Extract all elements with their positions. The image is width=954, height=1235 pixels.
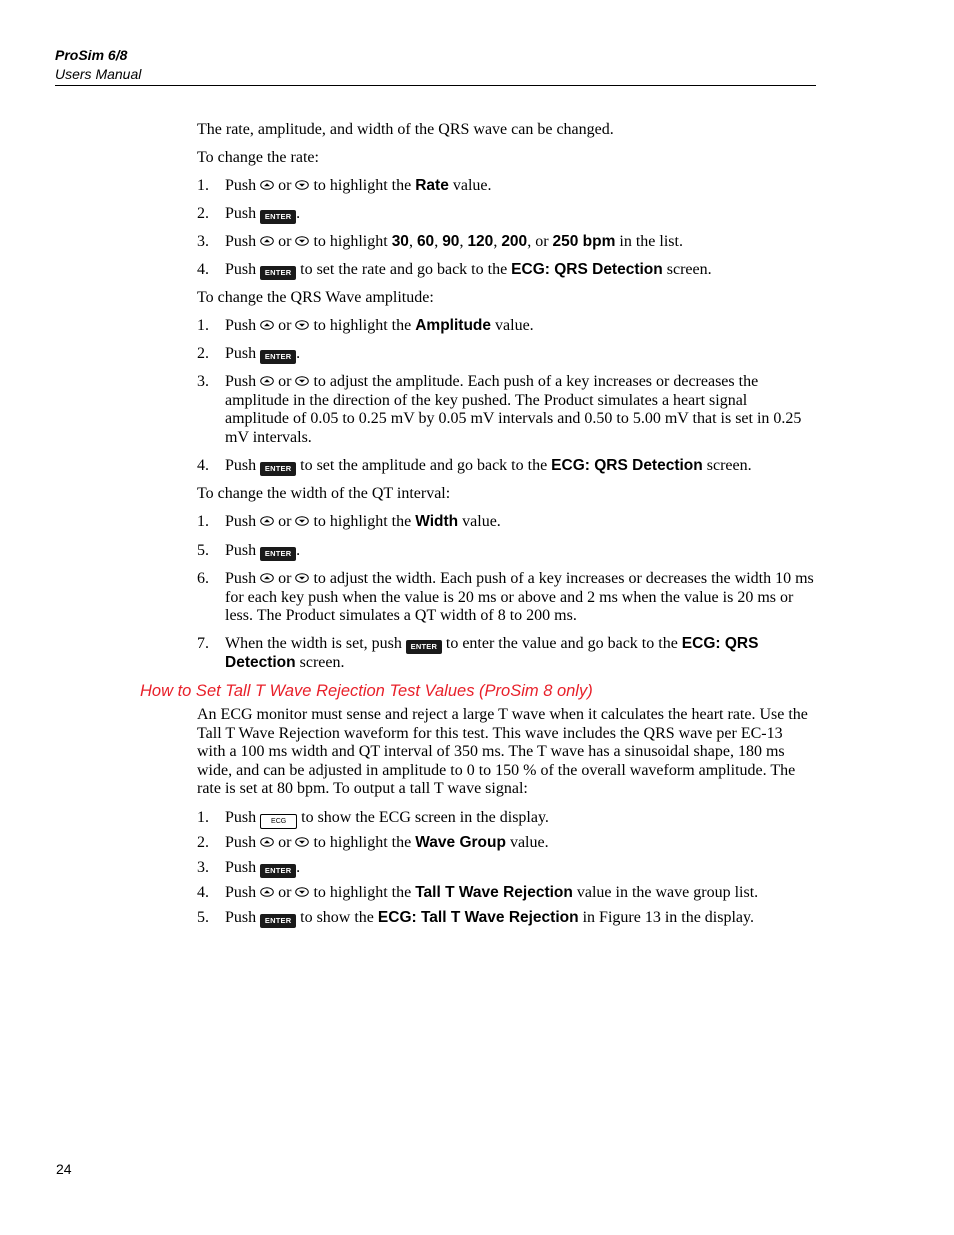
tallt-step-1	[197, 809, 815, 829]
step-text: value.	[452, 177, 492, 194]
step-number: 5.	[197, 542, 209, 559]
enter-key-icon: ENTER	[260, 210, 296, 224]
tallt-step-2	[197, 834, 815, 853]
step-number: 1.	[197, 317, 209, 334]
step-text: to show the	[300, 909, 374, 926]
step-number: 5.	[197, 909, 209, 926]
up-arrow-key-icon	[260, 320, 274, 330]
bold-term: Width	[415, 513, 459, 530]
bold-term: Rate	[415, 177, 449, 194]
enter-key-icon: ENTER	[260, 547, 296, 561]
bpm-value: 60	[416, 233, 435, 250]
step-text: or	[278, 884, 292, 901]
rate-step-4	[197, 261, 815, 280]
step-text: in Figure 13 in the display.	[582, 909, 754, 926]
step-text: Push	[225, 570, 257, 587]
bold-term: ECG: QRS Detection	[551, 457, 703, 474]
step-text: Push	[225, 205, 257, 222]
bpm-value: 200	[501, 233, 528, 250]
step-text: Push	[225, 317, 257, 334]
step-text: to highlight	[313, 233, 388, 250]
down-arrow-key-icon	[295, 573, 309, 583]
step-number: 2.	[197, 345, 209, 362]
enter-key-icon: ENTER	[260, 914, 296, 928]
down-arrow-key-icon	[295, 837, 309, 847]
amp-step-4	[197, 457, 815, 476]
step-text: Push	[225, 177, 257, 194]
step-text: or	[278, 317, 292, 334]
up-arrow-key-icon	[260, 887, 274, 897]
step-text: screen.	[299, 654, 345, 671]
step-number: 3.	[197, 859, 209, 876]
down-arrow-key-icon	[295, 320, 309, 330]
bold-term: ECG: Tall T Wave Rejection	[377, 909, 579, 926]
step-text: Push	[225, 809, 257, 826]
bold-term: ECG: QRS Detection	[511, 261, 663, 278]
up-arrow-key-icon	[260, 236, 274, 246]
rate-step-2	[197, 205, 815, 224]
step-text: to highlight the	[313, 317, 412, 334]
step-text: value.	[495, 317, 534, 334]
comma: ,	[459, 233, 464, 250]
step-text: Push	[225, 834, 257, 851]
up-arrow-key-icon	[260, 837, 274, 847]
bold-term: Wave Group	[415, 834, 506, 851]
width-step-4	[197, 635, 815, 673]
step-text: screen.	[666, 261, 712, 278]
up-arrow-key-icon	[260, 376, 274, 386]
manual-subtitle: Users Manual	[55, 66, 142, 82]
down-arrow-key-icon	[295, 516, 309, 526]
step-text: or	[278, 570, 292, 587]
bold-term: Amplitude	[415, 317, 492, 334]
step-text: Push	[225, 373, 257, 390]
step-text: to highlight the	[313, 884, 412, 901]
enter-key-icon: ENTER	[260, 266, 296, 280]
manual-title: ProSim 6/8	[55, 47, 128, 63]
down-arrow-key-icon	[295, 887, 309, 897]
step-text: to highlight the	[313, 177, 412, 194]
tallt-step-3	[197, 859, 815, 878]
amplitude-heading: To change the QRS Wave amplitude:	[197, 289, 434, 306]
enter-key-icon: ENTER	[260, 864, 296, 878]
step-number: 3.	[197, 233, 209, 250]
step-text: Push	[225, 233, 257, 250]
section-paragraph: An ECG monitor must sense and reject a large T wave when it calculates the heart rate. Use the Tall T Wave Rejection waveform for this test. This wave includes the QRS wave per EC-13 with a 100 ms width and QT interval of 350 ms. The T wave has a sinusoidal shape, 180 ms wide, and can be adjusted in amplitude to 0 to 150 % of the overall waveform amplitude. The rate is set at 80 bpm. To output a tall T wave signal:	[197, 706, 808, 797]
bpm-value: 120	[467, 233, 494, 250]
section-heading: How to Set Tall T Wave Rejection Test Values (ProSim 8 only)	[140, 682, 593, 700]
width-heading: To change the width of the QT interval:	[197, 485, 451, 502]
tallt-step-4	[197, 884, 815, 903]
amp-step-1	[197, 317, 815, 336]
step-text: screen.	[706, 457, 752, 474]
step-number: 4.	[197, 884, 209, 901]
rate-step-1	[197, 177, 815, 196]
step-text: .	[296, 205, 301, 222]
enter-key-icon: ENTER	[260, 462, 296, 476]
down-arrow-key-icon	[295, 180, 309, 190]
up-arrow-key-icon	[260, 573, 274, 583]
step-number: 4.	[197, 457, 209, 474]
enter-key-icon: ENTER	[260, 350, 296, 364]
step-text: or	[278, 834, 292, 851]
step-number: 3.	[197, 373, 209, 390]
step-number: 6.	[197, 570, 209, 587]
page-number: 24	[56, 1161, 72, 1177]
comma: ,	[408, 233, 413, 250]
step-text: Push	[225, 513, 257, 530]
step-text: to adjust the width. Each push of a key increases or decreases the width 10 ms for each key push when the value is 20 ms or above and 2 ms when the value is 20 ms or less. The Product simulates a QT width of 8 to 200 ms.	[225, 570, 814, 624]
bold-term: Tall T Wave Rejection	[415, 884, 573, 901]
ecg-key-icon: ECG	[260, 814, 297, 829]
bpm-value: 30	[391, 233, 409, 250]
enter-key-icon: ENTER	[406, 640, 442, 654]
step-text: .	[296, 859, 301, 876]
step-text: to show the ECG screen in the display.	[301, 809, 549, 826]
step-number: 1.	[197, 513, 209, 530]
tallt-step-5	[197, 909, 815, 928]
step-text: in the list.	[619, 233, 683, 250]
header-rule	[55, 85, 816, 86]
step-text: or	[278, 177, 292, 194]
comma: ,	[493, 233, 498, 250]
down-arrow-key-icon	[295, 236, 309, 246]
step-text: Push	[225, 909, 257, 926]
step-number: 2.	[197, 834, 209, 851]
down-arrow-key-icon	[295, 376, 309, 386]
step-text: to highlight the	[313, 834, 412, 851]
step-text: to adjust the amplitude. Each push of a key increases or decreases the amplitude in the direction of the key pushed. The Product simulates a heart signal amplitude of 0.05 to 0.25 mV by 0.05 mV intervals and 0.50 to 5.00 mV that is set in 0.25 mV intervals.	[225, 373, 802, 446]
step-number: 4.	[197, 261, 209, 278]
rate-step-3	[197, 233, 815, 252]
width-step-2	[197, 542, 815, 561]
step-text: or	[278, 233, 292, 250]
step-text: to set the rate and go back to the	[300, 261, 508, 278]
width-step-3	[197, 570, 815, 626]
step-text: value in the wave group list.	[576, 884, 759, 901]
step-text: to set the amplitude and go back to the	[300, 457, 548, 474]
step-text: .	[296, 542, 301, 559]
step-text: value.	[462, 513, 501, 530]
step-number: 7.	[197, 635, 209, 652]
step-text: value.	[509, 834, 549, 851]
step-number: 1.	[197, 809, 209, 826]
amp-step-3	[197, 373, 815, 447]
step-text: Push	[225, 457, 257, 474]
step-text: or	[278, 513, 292, 530]
bold-term: ECG: QRS Detection	[225, 635, 759, 671]
comma: ,	[434, 233, 439, 250]
bpm-value: 250 bpm	[552, 233, 616, 250]
up-arrow-key-icon	[260, 516, 274, 526]
intro-paragraph: The rate, amplitude, and width of the QRS wave can be changed.	[197, 121, 614, 138]
amp-step-2	[197, 345, 815, 364]
step-text: Push	[225, 261, 257, 278]
step-text: Push	[225, 542, 257, 559]
rate-heading: To change the rate:	[197, 149, 319, 166]
step-number: 2.	[197, 205, 209, 222]
step-text: Push	[225, 345, 257, 362]
step-text: to highlight the	[313, 513, 412, 530]
step-text: , or	[527, 233, 549, 250]
step-text: Push	[225, 859, 257, 876]
bpm-value: 90	[442, 233, 460, 250]
step-text: or	[278, 373, 292, 390]
step-text: Push	[225, 884, 257, 901]
step-text: .	[296, 345, 301, 362]
step-number: 1.	[197, 177, 209, 194]
step-text: When the width is set, push	[225, 635, 402, 652]
width-step-1	[197, 513, 815, 532]
up-arrow-key-icon	[260, 180, 274, 190]
step-text: to enter the value and go back to the	[445, 635, 678, 652]
